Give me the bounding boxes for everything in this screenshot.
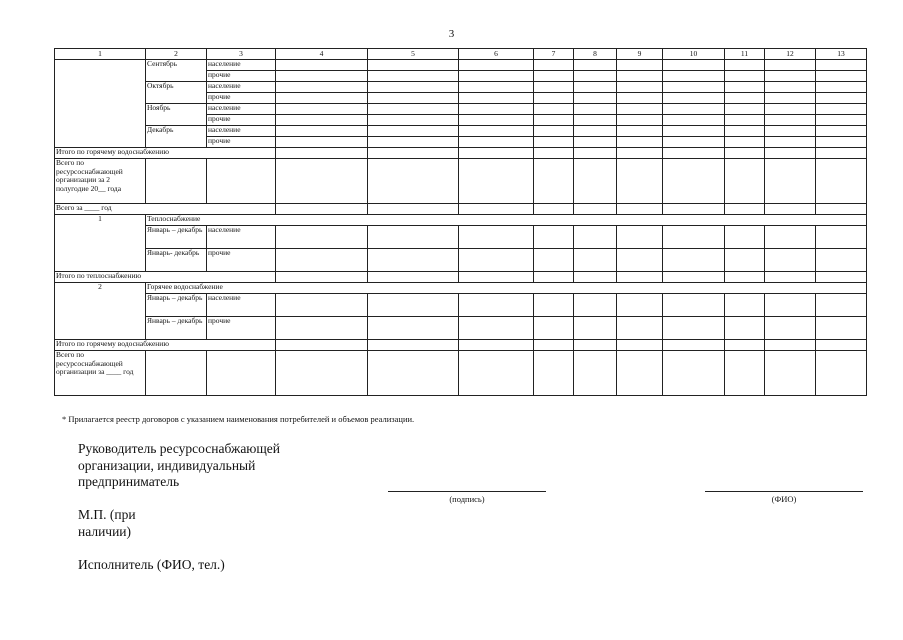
head-title: Руководитель ресурсоснабжающей организации, индивидуальный предприниматель [78,441,281,489]
table-row [55,351,867,396]
empty-cell [574,159,617,204]
empty-cell [663,159,725,204]
empty-cell [816,71,867,82]
empty-cell [207,351,276,396]
total-label: Всего за ____ год [55,204,276,215]
empty-cell [617,137,663,148]
empty-cell [765,204,816,215]
empty-cell [765,115,816,126]
signature-line [388,491,546,492]
column-header: 7 [534,49,574,60]
empty-cell [534,115,574,126]
empty-cell [617,126,663,137]
empty-cell [816,272,867,283]
empty-cell [725,93,765,104]
empty-cell [765,226,816,249]
empty-cell [534,93,574,104]
empty-cell [146,159,207,204]
empty-cell [459,82,534,93]
empty-cell [663,126,725,137]
empty-cell [368,351,459,396]
month-label: Ноябрь [146,104,207,126]
empty-cell [368,340,459,351]
empty-cell [368,226,459,249]
empty-cell [617,340,663,351]
consumer-label: население [207,82,276,93]
empty-cell [816,93,867,104]
empty-cell [663,340,725,351]
empty-cell [55,60,146,148]
empty-cell [725,340,765,351]
empty-cell [663,137,725,148]
executor-note: Исполнитель (ФИО, тел.) [78,557,225,572]
empty-cell [725,204,765,215]
period-label: Январь – декабрь [146,317,207,340]
period-label: Январь – декабрь [146,294,207,317]
empty-cell [816,159,867,204]
empty-cell [574,249,617,272]
empty-cell [663,71,725,82]
empty-cell [459,226,534,249]
empty-cell [276,351,368,396]
table-row [55,49,867,60]
empty-cell [725,71,765,82]
empty-cell [617,294,663,317]
empty-cell [459,351,534,396]
consumer-label: прочие [207,93,276,104]
table-row [55,159,867,204]
table-row [55,82,867,93]
column-header: 10 [663,49,725,60]
empty-cell [765,104,816,115]
empty-cell [663,249,725,272]
empty-cell [725,148,765,159]
consumer-label: прочие [207,115,276,126]
empty-cell [765,93,816,104]
empty-cell [534,249,574,272]
empty-cell [146,351,207,396]
empty-cell [207,159,276,204]
empty-cell [765,272,816,283]
total-label: Итого по горячему водоснабжению [55,340,276,351]
empty-cell [725,351,765,396]
empty-cell [574,317,617,340]
empty-cell [459,204,534,215]
empty-cell [725,137,765,148]
empty-cell [368,159,459,204]
empty-cell [534,340,574,351]
month-label: Сентябрь [146,60,207,82]
empty-cell [459,294,534,317]
empty-cell [574,126,617,137]
empty-cell [816,204,867,215]
empty-cell [725,126,765,137]
empty-cell [574,226,617,249]
column-header: 2 [146,49,207,60]
empty-cell [816,226,867,249]
empty-cell [663,93,725,104]
empty-cell [617,249,663,272]
empty-cell [276,104,368,115]
empty-cell [368,148,459,159]
consumer-label: прочие [207,71,276,82]
footnote: * Прилагается реестр договоров с указанием наименования потребителей и объемов реализации. [62,414,415,424]
section-number: 1 [55,215,146,272]
empty-cell [534,126,574,137]
stamp-note: М.П. (при наличии) [78,507,136,539]
column-header: 6 [459,49,534,60]
empty-cell [663,104,725,115]
empty-cell [534,272,574,283]
empty-cell [276,294,368,317]
empty-cell [276,249,368,272]
empty-cell [276,60,368,71]
empty-cell [276,71,368,82]
empty-cell [617,317,663,340]
table-row [55,226,867,249]
section-title: Теплоснабжение [146,215,867,226]
empty-cell [617,115,663,126]
column-header: 11 [725,49,765,60]
empty-cell [368,93,459,104]
month-label: Октябрь [146,82,207,104]
table-row [55,60,867,71]
empty-cell [663,204,725,215]
empty-cell [534,137,574,148]
empty-cell [574,204,617,215]
empty-cell [765,82,816,93]
empty-cell [816,137,867,148]
empty-cell [276,204,368,215]
table-row [55,294,867,317]
empty-cell [617,272,663,283]
empty-cell [276,226,368,249]
empty-cell [276,82,368,93]
empty-cell [368,115,459,126]
empty-cell [765,148,816,159]
empty-cell [574,272,617,283]
total-label: Всего по ресурсоснабжающей организации за ____ год [55,351,146,396]
table-row [55,340,867,351]
empty-cell [368,204,459,215]
empty-cell [816,351,867,396]
empty-cell [534,159,574,204]
empty-cell [368,272,459,283]
empty-cell [816,115,867,126]
empty-cell [574,294,617,317]
empty-cell [663,60,725,71]
empty-cell [816,60,867,71]
empty-cell [368,104,459,115]
section-number: 2 [55,283,146,340]
empty-cell [574,148,617,159]
total-label: Всего по ресурсоснабжающей организации за 2 полугодие 20__ года [55,159,146,204]
empty-cell [534,204,574,215]
signature-caption: (подпись) [449,494,485,504]
empty-cell [725,249,765,272]
table-row [55,126,867,137]
empty-cell [459,159,534,204]
column-header: 1 [55,49,146,60]
total-label: Итого по горячему водоснабжению [55,148,276,159]
consumer-label: население [207,104,276,115]
empty-cell [276,159,368,204]
empty-cell [725,115,765,126]
column-header: 3 [207,49,276,60]
empty-cell [816,249,867,272]
month-label: Декабрь [146,126,207,148]
empty-cell [617,93,663,104]
empty-cell [534,148,574,159]
period-label: Январь- декабрь [146,249,207,272]
table-row [55,104,867,115]
table-row [55,317,867,340]
table-row [55,215,867,226]
total-label: Итого по теплоснабжению [55,272,276,283]
empty-cell [765,71,816,82]
empty-cell [459,272,534,283]
column-header: 5 [368,49,459,60]
empty-cell [574,93,617,104]
fio-caption: (ФИО) [771,494,797,504]
empty-cell [276,148,368,159]
column-header: 12 [765,49,816,60]
consumer-label: прочие [207,317,276,340]
report-table [54,48,867,396]
empty-cell [276,272,368,283]
empty-cell [368,294,459,317]
empty-cell [617,104,663,115]
table-row [55,272,867,283]
column-header: 13 [816,49,867,60]
empty-cell [534,317,574,340]
period-label: Январь – декабрь [146,226,207,249]
empty-cell [765,351,816,396]
empty-cell [276,115,368,126]
empty-cell [459,137,534,148]
table-row [55,204,867,215]
table-row [55,249,867,272]
empty-cell [574,115,617,126]
empty-cell [816,148,867,159]
empty-cell [617,204,663,215]
empty-cell [534,71,574,82]
empty-cell [663,294,725,317]
empty-cell [368,71,459,82]
empty-cell [725,82,765,93]
empty-cell [663,272,725,283]
empty-cell [459,340,534,351]
consumer-label: прочие [207,249,276,272]
empty-cell [725,159,765,204]
empty-cell [765,137,816,148]
empty-cell [534,82,574,93]
column-header: 9 [617,49,663,60]
empty-cell [663,226,725,249]
empty-cell [459,126,534,137]
table-row [55,283,867,294]
empty-cell [459,249,534,272]
empty-cell [574,137,617,148]
empty-cell [368,249,459,272]
empty-cell [816,317,867,340]
empty-cell [574,71,617,82]
empty-cell [368,82,459,93]
empty-cell [816,126,867,137]
empty-cell [459,148,534,159]
empty-cell [534,60,574,71]
empty-cell [725,294,765,317]
empty-cell [617,60,663,71]
empty-cell [663,148,725,159]
column-header: 4 [276,49,368,60]
empty-cell [765,294,816,317]
empty-cell [765,249,816,272]
empty-cell [816,340,867,351]
empty-cell [459,71,534,82]
empty-cell [816,82,867,93]
empty-cell [574,340,617,351]
consumer-label: прочие [207,137,276,148]
empty-cell [276,317,368,340]
empty-cell [663,115,725,126]
empty-cell [617,159,663,204]
empty-cell [617,71,663,82]
empty-cell [725,226,765,249]
empty-cell [617,82,663,93]
empty-cell [276,137,368,148]
empty-cell [574,60,617,71]
page-number: 3 [448,28,455,40]
empty-cell [534,226,574,249]
empty-cell [574,351,617,396]
empty-cell [276,93,368,104]
empty-cell [725,60,765,71]
empty-cell [574,82,617,93]
empty-cell [459,104,534,115]
section-title: Горячее водоснабжение [146,283,867,294]
empty-cell [765,60,816,71]
empty-cell [816,294,867,317]
empty-cell [765,159,816,204]
empty-cell [459,60,534,71]
empty-cell [617,351,663,396]
empty-cell [725,104,765,115]
consumer-label: население [207,294,276,317]
empty-cell [368,317,459,340]
table-row [55,148,867,159]
empty-cell [459,93,534,104]
empty-cell [459,317,534,340]
empty-cell [725,272,765,283]
empty-cell [663,317,725,340]
empty-cell [368,126,459,137]
empty-cell [276,126,368,137]
empty-cell [574,104,617,115]
empty-cell [816,104,867,115]
empty-cell [534,294,574,317]
empty-cell [368,137,459,148]
empty-cell [617,226,663,249]
consumer-label: население [207,226,276,249]
column-header: 8 [574,49,617,60]
empty-cell [765,340,816,351]
empty-cell [765,126,816,137]
empty-cell [765,317,816,340]
empty-cell [276,340,368,351]
fio-line [705,491,863,492]
empty-cell [663,82,725,93]
empty-cell [459,115,534,126]
consumer-label: население [207,126,276,137]
empty-cell [617,148,663,159]
empty-cell [725,317,765,340]
consumer-label: население [207,60,276,71]
empty-cell [534,351,574,396]
empty-cell [663,351,725,396]
empty-cell [368,60,459,71]
empty-cell [534,104,574,115]
